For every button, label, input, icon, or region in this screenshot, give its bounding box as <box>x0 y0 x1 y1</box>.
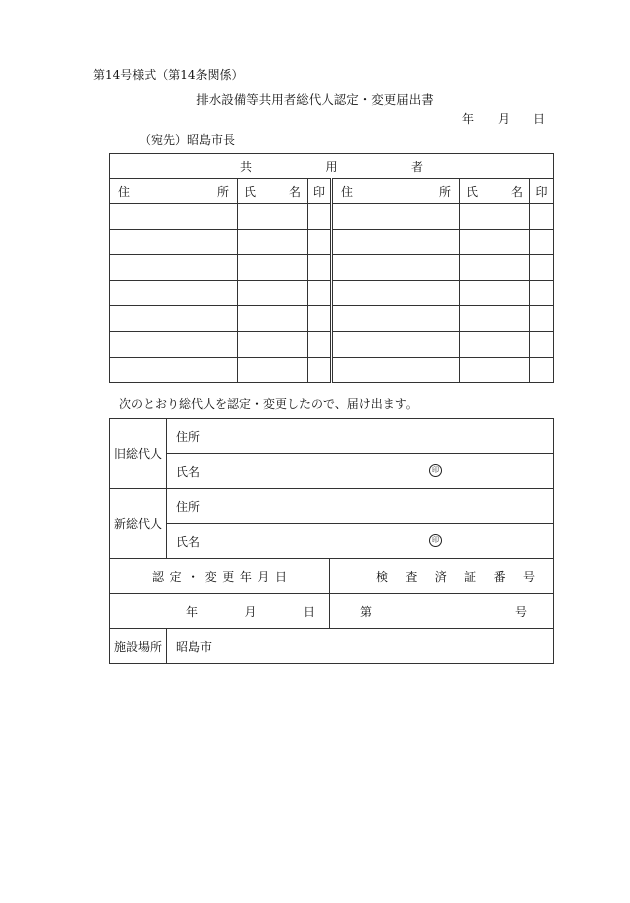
date-header-char: 月 <box>257 569 270 584</box>
new-rep-address-row <box>110 489 554 524</box>
old-rep-name-field[interactable] <box>167 454 554 489</box>
seal-cell-right[interactable] <box>530 306 554 332</box>
intro-text: 次のとおり総代人を認定・変更したので、届け出ます。 <box>119 397 418 411</box>
seal-cell-right[interactable] <box>530 229 554 255</box>
number-value-field[interactable] <box>330 594 554 629</box>
address-cell-right[interactable] <box>332 255 460 281</box>
date-header-char: 更 <box>222 569 235 584</box>
number-header-char: 済 <box>434 569 447 584</box>
number-header-char: 検 <box>376 569 389 584</box>
site-value-field[interactable] <box>167 629 554 664</box>
date-header-char: 定 <box>169 569 182 584</box>
new-rep-name-field[interactable] <box>167 524 554 559</box>
month-label: 月 <box>244 604 257 619</box>
name-cell-right[interactable] <box>460 229 530 255</box>
address-cell-left[interactable] <box>110 280 238 306</box>
seal-cell-left[interactable] <box>308 280 332 306</box>
address-cell-left[interactable] <box>110 331 238 357</box>
date-value-field[interactable] <box>110 594 330 629</box>
seal-cell-left[interactable] <box>308 255 332 281</box>
old-rep-name-row <box>110 454 554 489</box>
addressee: （宛先）昭島市長 <box>139 133 236 147</box>
address-cell-left[interactable] <box>110 255 238 281</box>
address-cell-right[interactable] <box>332 204 460 230</box>
co-users-table <box>109 153 554 383</box>
seal-cell-left[interactable] <box>308 229 332 255</box>
address-cell-right[interactable] <box>332 357 460 383</box>
name-label: 氏名 <box>176 464 201 479</box>
seal-icon: 印 <box>429 464 442 477</box>
old-rep-label: 旧総代人 <box>110 419 167 489</box>
site-label: 施設場所 <box>110 629 167 664</box>
address-cell-left[interactable] <box>110 229 238 255</box>
co-users-column-headers <box>110 179 554 204</box>
seal-icon: 印 <box>429 534 442 547</box>
number-prefix: 第 <box>360 604 373 619</box>
col-address-right: 住 所 <box>332 179 460 204</box>
col-seal-left: 印 <box>308 179 332 204</box>
name-label: 氏名 <box>176 534 201 549</box>
name-cell-right[interactable] <box>460 204 530 230</box>
co-user-row <box>110 357 554 383</box>
seal-cell-left[interactable] <box>308 306 332 332</box>
seal-cell-left[interactable] <box>308 357 332 383</box>
address-cell-left[interactable] <box>110 204 238 230</box>
name-cell-right[interactable] <box>460 331 530 357</box>
co-user-row <box>110 306 554 332</box>
date-header <box>110 559 330 594</box>
co-user-row <box>110 204 554 230</box>
seal-cell-right[interactable] <box>530 280 554 306</box>
co-user-row <box>110 255 554 281</box>
day-label: 日 <box>302 604 315 619</box>
header-char: 者 <box>411 159 424 174</box>
address-cell-right[interactable] <box>332 280 460 306</box>
name-cell-left[interactable] <box>238 331 308 357</box>
header-char: 用 <box>325 159 338 174</box>
co-user-row <box>110 229 554 255</box>
name-cell-left[interactable] <box>238 357 308 383</box>
co-users-header <box>110 154 554 179</box>
name-cell-right[interactable] <box>460 280 530 306</box>
date-header-char: 年 <box>239 569 252 584</box>
seal-cell-right[interactable] <box>530 204 554 230</box>
name-cell-left[interactable] <box>238 306 308 332</box>
seal-cell-left[interactable] <box>308 204 332 230</box>
name-cell-left[interactable] <box>238 204 308 230</box>
new-rep-name-row <box>110 524 554 559</box>
representative-table <box>109 418 554 664</box>
name-cell-left[interactable] <box>238 280 308 306</box>
seal-cell-right[interactable] <box>530 357 554 383</box>
col-address-left: 住 所 <box>110 179 238 204</box>
name-cell-right[interactable] <box>460 255 530 281</box>
old-rep-address-field[interactable] <box>167 419 554 454</box>
seal-cell-right[interactable] <box>530 255 554 281</box>
co-user-row <box>110 280 554 306</box>
seal-cell-right[interactable] <box>530 331 554 357</box>
name-cell-left[interactable] <box>238 255 308 281</box>
number-header <box>330 559 554 594</box>
number-suffix: 号 <box>515 604 528 619</box>
date-header-char: 変 <box>204 569 217 584</box>
date-number-header-row <box>110 559 554 594</box>
seal-cell-left[interactable] <box>308 331 332 357</box>
site-row <box>110 629 554 664</box>
date-day-label: 日 <box>533 112 546 126</box>
new-rep-label: 新総代人 <box>110 489 167 559</box>
date-number-value-row <box>110 594 554 629</box>
date-header-char: 認 <box>152 569 165 584</box>
address-cell-right[interactable] <box>332 229 460 255</box>
address-label: 住所 <box>176 499 201 514</box>
site-value: 昭島市 <box>176 639 213 654</box>
col-name-left: 氏 名 <box>238 179 308 204</box>
number-header-char: 証 <box>464 569 477 584</box>
date-header-char: 日 <box>274 569 287 584</box>
name-cell-left[interactable] <box>238 229 308 255</box>
number-header-char: 査 <box>405 569 418 584</box>
col-seal-right: 印 <box>530 179 554 204</box>
address-cell-right[interactable] <box>332 306 460 332</box>
document-title: 排水設備等共用者総代人認定・変更届出書 <box>196 92 434 107</box>
number-header-char: 番 <box>493 569 506 584</box>
date-month-label: 月 <box>498 112 511 126</box>
col-name-right: 氏 名 <box>460 179 530 204</box>
number-header-char: 号 <box>522 569 535 584</box>
address-cell-right[interactable] <box>332 331 460 357</box>
address-cell-left[interactable] <box>110 357 238 383</box>
date-header-char: ・ <box>187 569 200 584</box>
date-year-label: 年 <box>462 112 475 126</box>
address-label: 住所 <box>176 429 201 444</box>
year-label: 年 <box>186 604 199 619</box>
name-cell-right[interactable] <box>460 357 530 383</box>
new-rep-address-field[interactable] <box>167 489 554 524</box>
co-user-row <box>110 331 554 357</box>
form-number: 第14号様式（第14条関係） <box>93 68 244 82</box>
old-rep-address-row <box>110 419 554 454</box>
co-users-header-row <box>110 154 554 179</box>
header-char: 共 <box>240 159 253 174</box>
address-cell-left[interactable] <box>110 306 238 332</box>
name-cell-right[interactable] <box>460 306 530 332</box>
